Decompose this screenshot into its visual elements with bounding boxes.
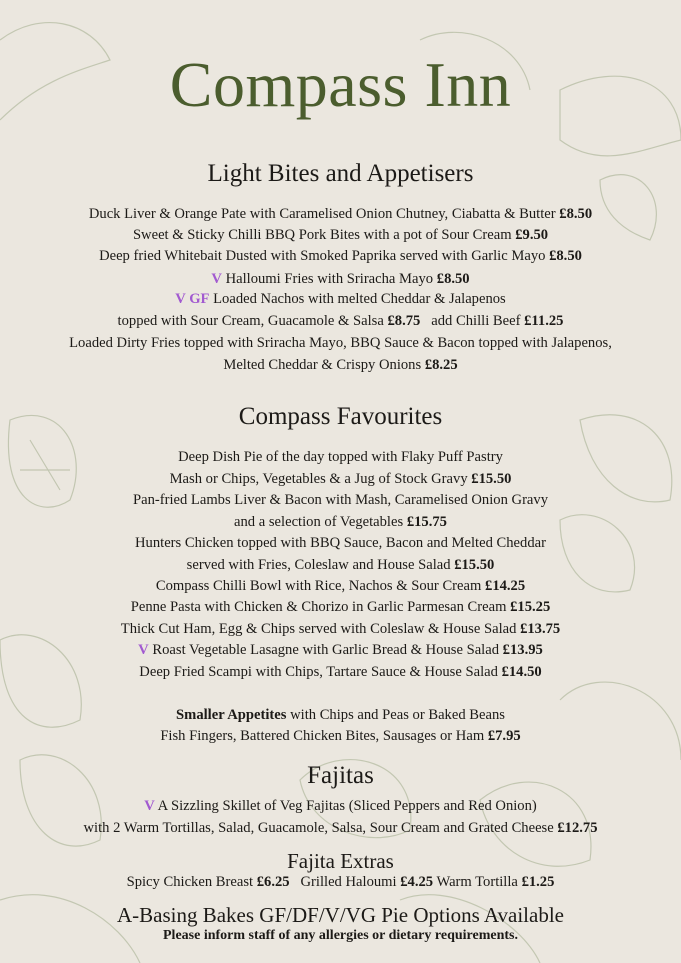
item-description: Fish Fingers, Battered Chicken Bites, Sausages or Ham: [160, 728, 485, 744]
item-description: Halloumi Fries with Sriracha Mayo: [225, 271, 434, 287]
item-price: £8.50: [549, 248, 582, 264]
menu-line: [0, 471, 681, 488]
dietary-tag: V: [211, 271, 222, 287]
section-heading: Compass Favourites: [238, 403, 443, 430]
item-price: £15.50: [454, 557, 495, 573]
menu-line: [0, 642, 681, 659]
menu-line: [0, 514, 681, 531]
item-price: £13.75: [520, 621, 561, 637]
item-description: Roast Vegetable Lasagne with Garlic Bread & House Salad: [152, 642, 500, 658]
item-price: £14.25: [485, 578, 526, 594]
item-price: £8.25: [424, 357, 458, 373]
menu-line: [0, 798, 681, 815]
menu-line: [0, 357, 681, 374]
menu-line: [0, 728, 681, 745]
menu-line: [0, 599, 681, 616]
item-description: Spicy Chicken Breast: [126, 874, 254, 890]
allergy-note: Please inform staff of any allergies or dietary requirements.: [163, 928, 518, 943]
item-description: Deep Dish Pie of the day topped with Flaky Puff Pastry: [178, 449, 503, 465]
item-price: £8.75: [387, 313, 421, 329]
item-description: served with Fries, Coleslaw and House Salad: [186, 557, 451, 573]
extra-item: Warm Tortilla: [436, 874, 518, 890]
extra-price: £1.25: [521, 874, 555, 890]
item-price: £8.50: [559, 206, 593, 222]
item-price: £14.50: [501, 664, 542, 680]
item-description: Deep fried Whitebait Dusted with Smoked Paprika served with Garlic Mayo: [99, 248, 546, 264]
item-description: Mash or Chips, Vegetables & a Jug of Stock Gravy: [169, 471, 468, 487]
item-price: £6.25: [256, 874, 290, 890]
item-price: £9.50: [515, 227, 549, 243]
extra-item: Grilled Haloumi: [300, 874, 397, 890]
item-description: Pan-fried Lambs Liver & Bacon with Mash, Caramelised Onion Gravy: [132, 492, 548, 508]
item-price: £15.50: [471, 471, 512, 487]
menu-line: [0, 578, 681, 595]
item-description: Melted Cheddar & Crispy Onions: [223, 357, 422, 373]
item-description: Penne Pasta with Chicken & Chorizo in Garlic Parmesan Cream: [130, 599, 507, 615]
item-description: with 2 Warm Tortillas, Salad, Guacamole, Salsa, Sour Cream and Grated Cheese: [83, 820, 554, 836]
bakes-notice: A-Basing Bakes GF/DF/V/VG Pie Options Available: [116, 903, 564, 927]
menu-line: [0, 874, 681, 891]
item-description: with Chips and Peas or Baked Beans: [290, 707, 505, 723]
item-price: £12.75: [557, 820, 598, 836]
item-description: Thick Cut Ham, Egg & Chips served with Coleslaw & House Salad: [120, 621, 517, 637]
menu-line: [0, 313, 681, 330]
item-price: £8.50: [436, 271, 470, 287]
menu-line: [0, 664, 681, 681]
menu-line: [0, 707, 681, 724]
menu-line: [0, 206, 681, 223]
menu-line: [0, 271, 681, 288]
menu-line: [0, 449, 681, 466]
section-heading: Light Bites and Appetisers: [207, 160, 474, 187]
section-heading: Fajitas: [307, 762, 374, 789]
item-description: topped with Sour Cream, Guacamole & Salsa: [117, 313, 384, 329]
extra-item: add Chilli Beef: [431, 313, 521, 329]
item-description: Compass Chilli Bowl with Rice, Nachos & Sour Cream: [155, 578, 482, 594]
menu-line: [0, 557, 681, 574]
item-description: and a selection of Vegetables: [234, 514, 404, 530]
menu-line: [0, 621, 681, 638]
menu-line: [0, 492, 681, 509]
extra-price: £11.25: [524, 313, 564, 329]
menu-line: [0, 291, 681, 308]
extra-price: £4.25: [400, 874, 434, 890]
item-description: Loaded Nachos with melted Cheddar & Jalapenos: [213, 291, 506, 307]
item-price: £15.75: [406, 514, 447, 530]
menu-line: [0, 227, 681, 244]
dietary-tag: V GF: [175, 291, 210, 307]
menu-subheading: Smaller Appetites: [176, 707, 287, 723]
section-heading: Fajita Extras: [287, 849, 394, 873]
dietary-tag: V: [144, 798, 155, 814]
item-description: Deep Fried Scampi with Chips, Tartare Sauce & House Salad: [139, 664, 498, 680]
menu-line: [0, 820, 681, 837]
menu-line: [0, 248, 681, 265]
restaurant-title: Compass Inn: [169, 49, 512, 120]
item-description: Loaded Dirty Fries topped with Sriracha Mayo, BBQ Sauce & Bacon topped with Jalapenos,: [69, 335, 612, 351]
dietary-tag: V: [138, 642, 149, 658]
item-description: Sweet & Sticky Chilli BBQ Pork Bites with a pot of Sour Cream: [132, 227, 512, 243]
menu-line: [0, 335, 681, 352]
item-description: Duck Liver & Orange Pate with Caramelised Onion Chutney, Ciabatta & Butter: [88, 206, 556, 222]
item-description: Hunters Chicken topped with BBQ Sauce, Bacon and Melted Cheddar: [135, 535, 546, 551]
item-price: £15.25: [510, 599, 551, 615]
item-price: £13.95: [502, 642, 543, 658]
menu-line: [0, 535, 681, 552]
item-description: A Sizzling Skillet of Veg Fajitas (Sliced Peppers and Red Onion): [157, 798, 537, 814]
item-price: £7.95: [487, 728, 521, 744]
